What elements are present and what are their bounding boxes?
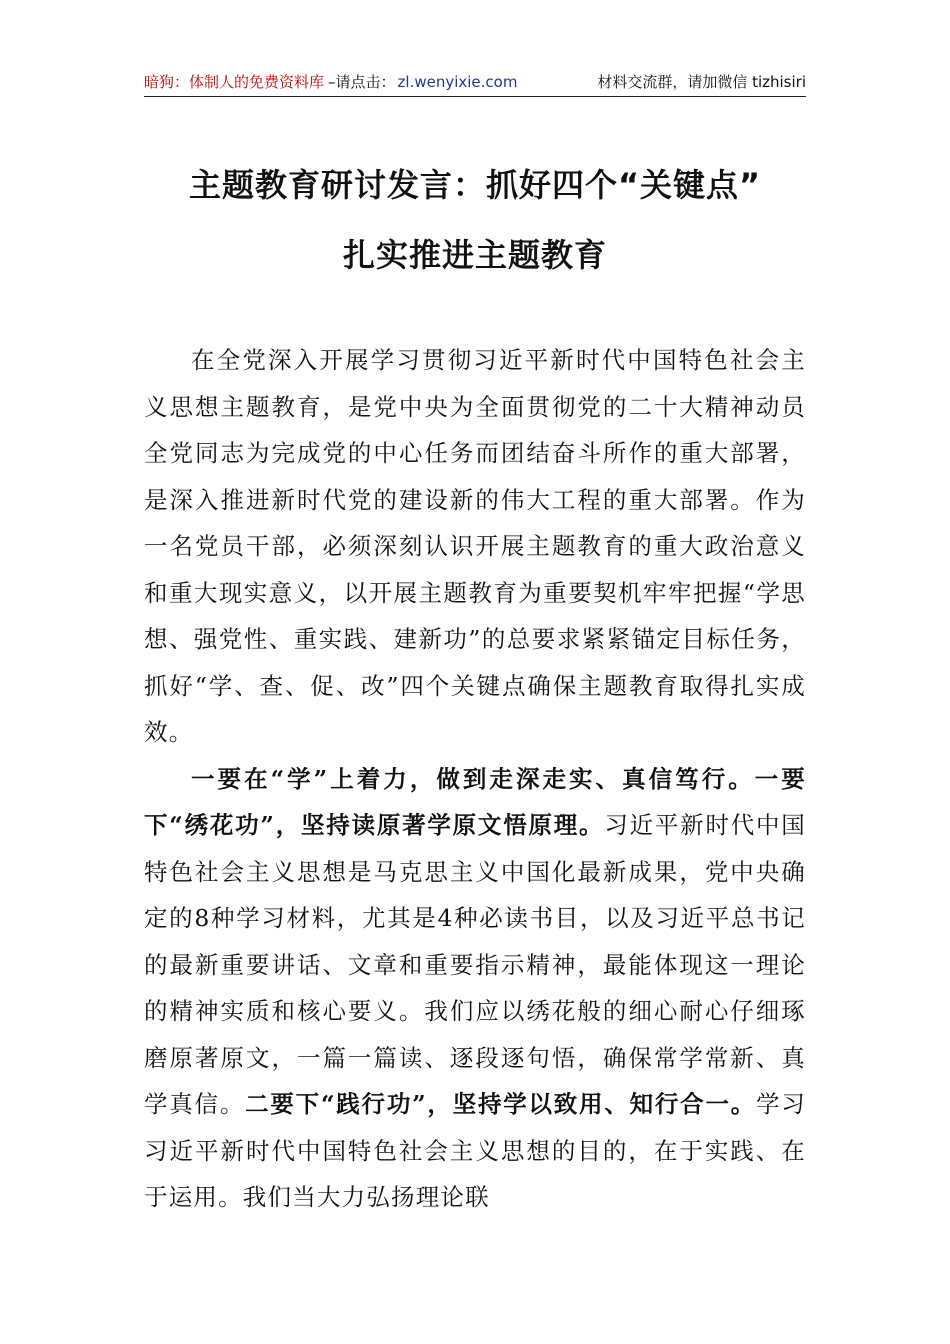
header-url-link[interactable]: zl.wenyixie.com <box>397 72 518 91</box>
intro-paragraph: 在全党深入开展学习贯彻习近平新时代中国特色社会主义思想主题教育，是党中央为全面贯彻党的二十大精神动员全党同志为完成党的中心任务而团结奋斗所作的重大部署，是深入推进新时代党的建设新的伟大工程的重大部署。作为一名党员干部，必须深刻认识开展主题教育的重大政治意义和重大现实意义，以开展主题教育为重要契机牢牢把握“学思想、强党性、重实践、建新功”的总要求紧紧锚定目标任务，抓好“学、查、促、改”四个关键点确保主题教育取得扎实成效。 <box>144 346 806 746</box>
page-header <box>144 66 806 97</box>
document-title-line1: 主题教育研讨发言：抓好四个“关键点” <box>188 166 762 204</box>
subpoint-text-1: 习近平新时代中国特色社会主义思想是马克思主义中国化最新成果，党中央确定的8种学习材料，尤其是4种必读书目，以及习近平总书记的最新重要讲话、文章和重要指示精神，最能体现这一理论的精神实质和核心要义。我们应以绣花般的细心耐心仔细琢磨原著原文，一篇一篇读、逐段逐句悟，确保常学常新、真学真信。 <box>144 811 806 1118</box>
subpoint-text-2: 学习习近平新时代中国特色社会主义思想的目的，在于实践、在于运用。我们当大力弘扬理论联 <box>144 1090 806 1211</box>
section-paragraph <box>144 756 806 1221</box>
header-wechat-note: 材料交流群，请加微信 tizhisiri <box>597 72 806 91</box>
subpoint-heading-1: 一要下“绣花功”，坚持读原著学原文悟原理。 <box>144 764 806 839</box>
section-heading: 一要在“学”上着力，做到走深走实、真信笃行。 <box>191 764 755 793</box>
header-click-prefix: –请点击： <box>328 72 396 91</box>
header-left <box>144 71 517 92</box>
subpoint-heading-2: 二要下“践行功”，坚持学以致用、知行合一。 <box>245 1090 757 1118</box>
document-body <box>144 337 806 1221</box>
document-title-line2: 扎实推进主题教育 <box>342 236 607 274</box>
header-brand: 暗狗：体制人的免费资料库 <box>144 72 325 91</box>
